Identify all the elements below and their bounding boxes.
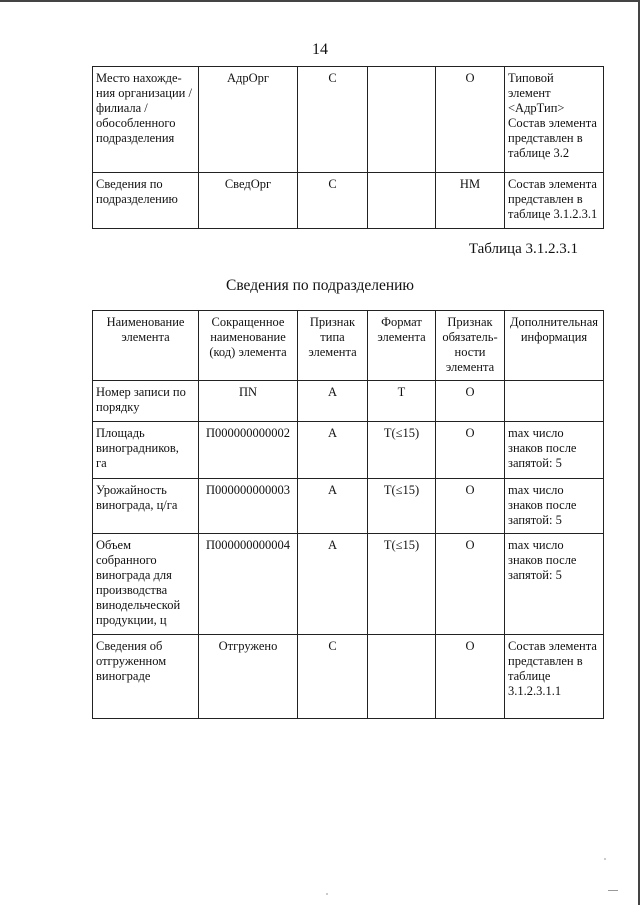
- table-cell: О: [436, 422, 505, 479]
- table-cell: П000000000003: [199, 479, 298, 534]
- table-cell: П000000000004: [199, 534, 298, 635]
- table-cell: О: [436, 479, 505, 534]
- table-cell: С: [298, 173, 368, 229]
- table-cell: Типовой элемент <АдрТип> Состав элемента представлен в таблице 3.2: [505, 67, 604, 173]
- table-row: [93, 635, 604, 719]
- table-cell: Сведения по подразделению: [93, 173, 199, 229]
- table-row: [93, 422, 604, 479]
- table-header-cell: Дополнительная информация: [505, 311, 604, 381]
- table-cell: А: [298, 381, 368, 422]
- table-cell: Объем собранного винограда для производства винодельческой продукции, ц: [93, 534, 199, 635]
- table-cell: max число знаков после запятой: 5: [505, 479, 604, 534]
- table-cell: [368, 635, 436, 719]
- table-cell: Т(≤15): [368, 422, 436, 479]
- table-cell: О: [436, 67, 505, 173]
- table-cell: ПN: [199, 381, 298, 422]
- table-number-label: Таблица 3.1.2.3.1: [468, 241, 578, 257]
- table-cell: С: [298, 67, 368, 173]
- scan-mark: [608, 890, 618, 891]
- table-header-row: [93, 311, 604, 381]
- table-cell: Номер записи по порядку: [93, 381, 199, 422]
- table-cell: А: [298, 534, 368, 635]
- table-cell: С: [298, 635, 368, 719]
- table-cell: Т(≤15): [368, 534, 436, 635]
- table-row: [93, 67, 604, 173]
- table-cell: [368, 173, 436, 229]
- table-cell: Сведения об отгруженном винограде: [93, 635, 199, 719]
- table-cell: СведОрг: [199, 173, 298, 229]
- table-header-cell: Сокращенное наименование (код) элемента: [199, 311, 298, 381]
- table-cell: НМ: [436, 173, 505, 229]
- table-cell: Место нахожде- ния организации / филиала / обособленного подразделения: [93, 67, 199, 173]
- continuation-table: [92, 66, 604, 229]
- scan-speck: [604, 858, 606, 860]
- scan-edge-top: [0, 0, 640, 2]
- table-cell: О: [436, 635, 505, 719]
- table-cell: [368, 67, 436, 173]
- table-row: [93, 534, 604, 635]
- table-cell: О: [436, 534, 505, 635]
- table-cell: Т(≤15): [368, 479, 436, 534]
- table-cell: А: [298, 422, 368, 479]
- table-cell: Площадь виноградников, га: [93, 422, 199, 479]
- table-cell: А: [298, 479, 368, 534]
- scan-speck: [326, 893, 328, 895]
- table-header-cell: Признак типа элемента: [298, 311, 368, 381]
- table-cell: Состав элемента представлен в таблице 3.1.2.3.1: [505, 173, 604, 229]
- table-cell: max число знаков после запятой: 5: [505, 422, 604, 479]
- table-header-cell: Признак обязатель- ности элемента: [436, 311, 505, 381]
- main-table: [92, 310, 604, 719]
- table-header-cell: Наименование элемента: [93, 311, 199, 381]
- table-cell: АдрОрг: [199, 67, 298, 173]
- table-cell: Состав элемента представлен в таблице 3.1.2.3.1.1: [505, 635, 604, 719]
- table-cell: О: [436, 381, 505, 422]
- table-cell: max число знаков после запятой: 5: [505, 534, 604, 635]
- table-cell: Урожайность винограда, ц/га: [93, 479, 199, 534]
- table-cell: П000000000002: [199, 422, 298, 479]
- table-row: [93, 173, 604, 229]
- table-row: [93, 381, 604, 422]
- page-number: 14: [312, 41, 328, 58]
- table-title: Сведения по подразделению: [225, 277, 415, 294]
- table-cell: Т: [368, 381, 436, 422]
- table-cell: [505, 381, 604, 422]
- table-header-cell: Формат элемента: [368, 311, 436, 381]
- table-cell: Отгружено: [199, 635, 298, 719]
- table-row: [93, 479, 604, 534]
